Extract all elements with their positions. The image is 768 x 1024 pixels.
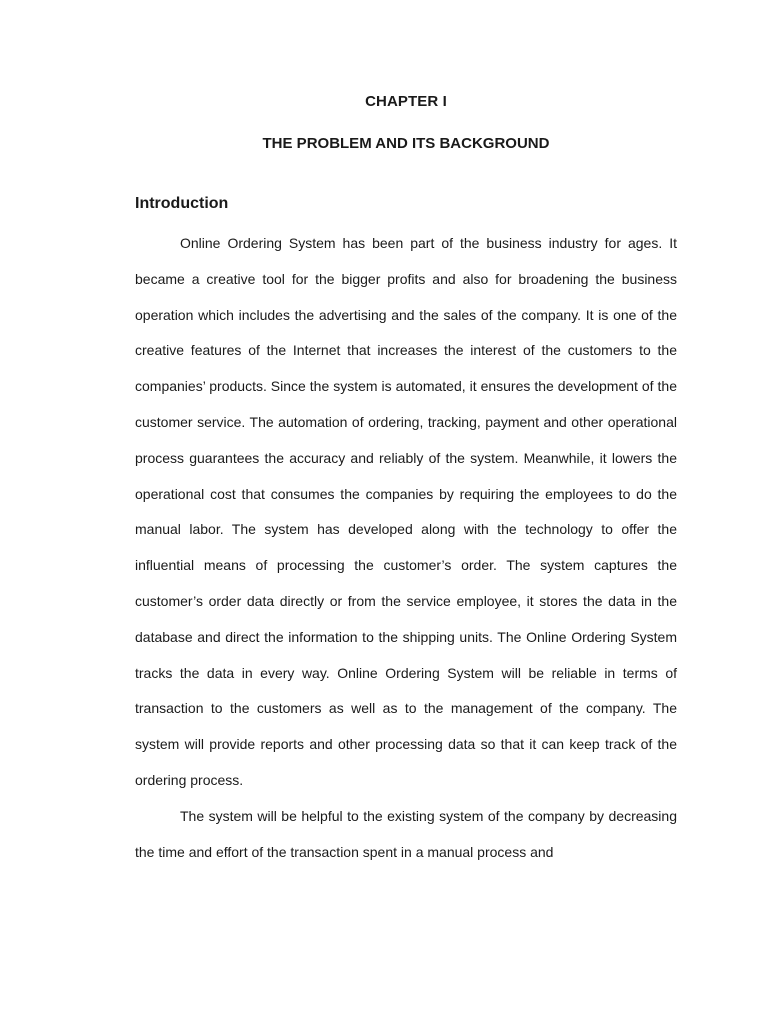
paragraph-1: Online Ordering System has been part of the business industry for ages. It became a creative tool for the bigger profits and also for broadening the business operation which includes the advertising and the sales of the company. It is one of the creative features of the Internet that increases the interest of the customers to the companies’ products. Since the system is automated, it ensures the development of the customer service. The automation of ordering, tracking, payment and other operational process guarantees the accuracy and reliably of the system. Meanwhile, it lowers the operational cost that consumes the companies by requiring the employees to do the manual labor. The system has developed along with the technology to offer the influential means of processing the customer’s order. The system captures the customer’s order data directly or from the service employee, it stores the data in the database and direct the information to the shipping units. The Online Ordering System tracks the data in every way. Online Ordering System will be reliable in terms of transaction to the customers as well as to the management of the company. The system will provide reports and other processing data so that it can keep track of the ordering process. <box>135 235 677 788</box>
chapter-label: CHAPTER I <box>365 93 447 110</box>
paragraph-2: The system will be helpful to the existing system of the company by decreasing the time and effort of the transaction spent in a manual process and <box>135 807 677 860</box>
body-text <box>135 226 677 870</box>
chapter-title: THE PROBLEM AND ITS BACKGROUND <box>262 135 550 152</box>
section-heading-introduction: Introduction <box>135 195 229 212</box>
